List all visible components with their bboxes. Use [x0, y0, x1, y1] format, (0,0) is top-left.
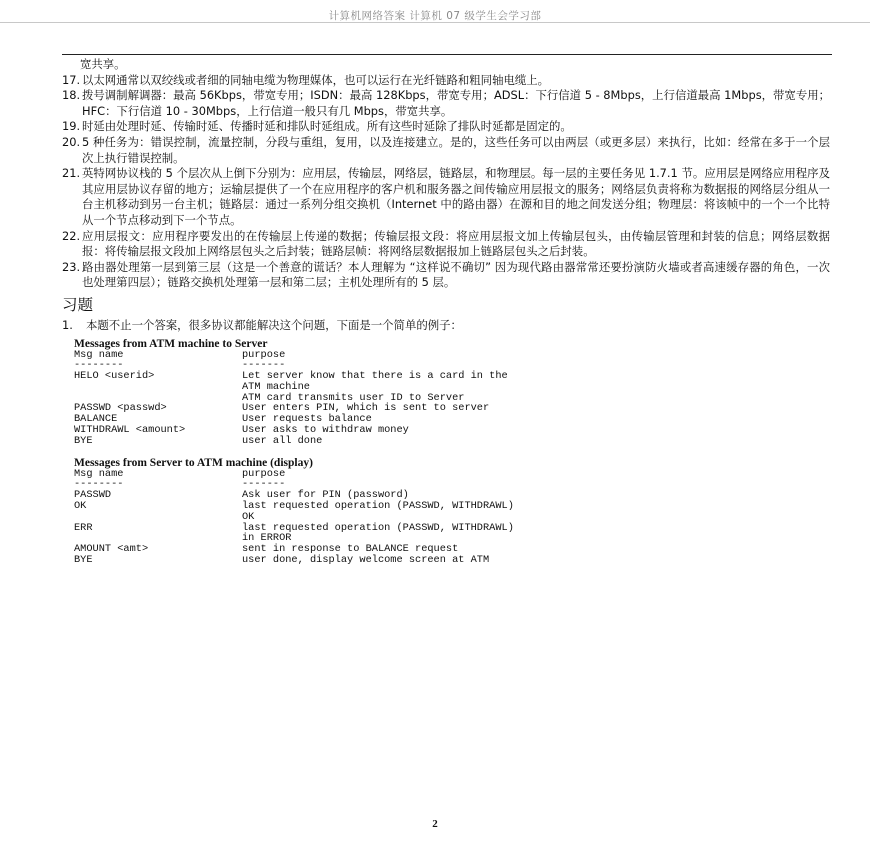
purpose-cell: last requested operation (PASSWD, WITHDRAWL): [242, 521, 514, 534]
document-body: [62, 57, 830, 566]
purpose-cell: purpose: [242, 348, 286, 361]
purpose-cell: -------: [242, 359, 286, 372]
purpose-cell: ATM machine: [242, 380, 310, 393]
item-number: 22.: [62, 228, 81, 243]
msg-name-cell: [74, 382, 242, 393]
purpose-cell: in ERROR: [242, 532, 292, 545]
table-row: [74, 523, 830, 534]
msg-name-cell: BYE: [74, 434, 93, 447]
item-number: 21.: [62, 166, 81, 181]
top-divider: [62, 54, 832, 55]
table-row: [74, 425, 830, 436]
list-item: [62, 229, 830, 260]
section-heading: 习题: [62, 295, 94, 314]
list-item: [62, 135, 830, 166]
purpose-cell: sent in response to BALANCE request: [242, 543, 459, 556]
msg-name-cell: HELO <userid>: [74, 370, 155, 383]
msg-name-cell: --------: [74, 478, 124, 491]
code-table-title: Messages from ATM machine to Server: [74, 337, 268, 350]
purpose-cell: -------: [242, 478, 286, 491]
item-number: 18.: [62, 88, 81, 103]
msg-name-cell: [74, 512, 242, 523]
list-item: [62, 88, 830, 119]
table-row: [74, 555, 830, 566]
list-item: [62, 166, 830, 228]
purpose-cell: OK: [242, 510, 255, 523]
item-text: 路由器处理第一层到第三层（这是一个善意的谎话？本人理解为 “这样说不确切” 因为现代路由器常常还要扮演防火墙或者高速缓存器的角色，一次也处理第四层）；链路交换机处理第一层和第二层；主机处理所有的 5 层。: [82, 259, 830, 290]
atm-to-server-table: [74, 338, 830, 566]
table-row: [74, 403, 830, 414]
item-number: 17.: [62, 72, 81, 87]
code-table-title: Messages from Server to ATM machine (display): [74, 456, 313, 469]
purpose-cell: Let server know that there is a card in the: [242, 370, 508, 383]
purpose-cell: User asks to withdraw money: [242, 424, 409, 437]
list-item: [62, 260, 830, 291]
msg-name-cell: --------: [74, 359, 124, 372]
running-header: 计算机网络答案 计算机 07 级学生会学习部: [328, 10, 542, 22]
item-text: 拨号调制解调器：最高 56Kbps，带宽专用；ISDN：最高 128Kbps，带宽专用；ADSL：下行信道 5 - 8Mbps，上行信道最高 1Mbps，带宽专用；HFC：下行信道 10 - 30Mbps，上行信道一般只有几 Mbps，带宽共享。: [82, 88, 830, 118]
exercise-item: [62, 318, 830, 334]
table-row: [74, 371, 830, 382]
item-number: 20.: [62, 134, 81, 149]
purpose-cell: purpose: [242, 467, 286, 480]
item-number: 23.: [62, 259, 81, 274]
exercise-text: 本题不止一个答案，很多协议都能解决这个问题，下面是一个简单的例子：: [86, 317, 462, 332]
msg-name-cell: AMOUNT <amt>: [74, 543, 149, 556]
purpose-cell: user all done: [242, 434, 323, 447]
table-row: [74, 501, 830, 512]
msg-name-cell: ERR: [74, 521, 93, 534]
msg-name-cell: BALANCE: [74, 413, 118, 426]
msg-name-cell: Msg name: [74, 467, 124, 480]
table-row: [74, 414, 830, 425]
msg-name-cell: PASSWD: [74, 489, 112, 502]
table-row: [74, 479, 830, 490]
purpose-cell: Ask user for PIN (password): [242, 489, 409, 502]
header-divider: [0, 22, 870, 23]
msg-name-cell: WITHDRAWL <amount>: [74, 424, 186, 437]
exercise-number: 1.: [62, 317, 73, 332]
purpose-cell: ATM card transmits user ID to Server: [242, 391, 465, 404]
list-item: [62, 119, 830, 135]
purpose-cell: last requested operation (PASSWD, WITHDRAWL): [242, 500, 514, 513]
item-text: 时延由处理时延、传输时延、传播时延和排队时延组成。所有这些时延除了排队时延都是固定的。: [82, 119, 572, 134]
msg-name-cell: PASSWD <passwd>: [74, 402, 167, 415]
item-text: 英特网协议栈的 5 个层次从上倒下分别为：应用层，传输层，网络层，链路层，和物理层。每一层的主要任务见 1.7.1 节。应用层是网络应用程序及其应用层协议存留的地方；运输层提供了一个在应用程序的客户机和服务器之间传输应用层报文的服务；网络层负责将称为数据报的网络层分组从一台主机移动到另一台主机；链路层：通过一系列分组交换机（Internet 中的路由器）在源和目的地之间发送分组；物理层：将该帧中的一个一个比特从一个节点移动到下一个节点。: [82, 166, 830, 227]
msg-name-cell: Msg name: [74, 348, 124, 361]
item-text: 5 种任务为：错误控制，流量控制，分段与重组，复用，以及连接建立。是的，这些任务可以由两层（或更多层）来执行，比如：经常在多于一个层次上执行错误控制。: [82, 134, 830, 165]
purpose-cell: User enters PIN, which is sent to server: [242, 402, 490, 415]
list-item: [62, 73, 830, 89]
item-text: 以太网通常以双绞线或者细的同轴电缆为物理媒体，也可以运行在光纤链路和粗同轴电缆上。: [82, 72, 550, 87]
page-number: 2: [432, 818, 438, 830]
table-row: [74, 469, 830, 480]
purpose-cell: User requests balance: [242, 413, 372, 426]
purpose-cell: user done, display welcome screen at ATM: [242, 554, 490, 567]
continuation-text: 宽共享。: [80, 57, 126, 71]
table-row: [74, 350, 830, 361]
item-number: 19.: [62, 119, 81, 134]
msg-name-cell: BYE: [74, 554, 93, 567]
table-row: [74, 436, 830, 447]
msg-name-cell: OK: [74, 500, 87, 513]
item-text: 应用层报文：应用程序要发出的在传输层上传递的数据；传输层报文段：将应用层报文加上传输层包头，由传输层管理和封装的信息；网络层数据报：将传输层报文段加上网络层包头之后封装；链路层帧：将网络层数据报加上链路层包头之后封装。: [82, 228, 830, 259]
